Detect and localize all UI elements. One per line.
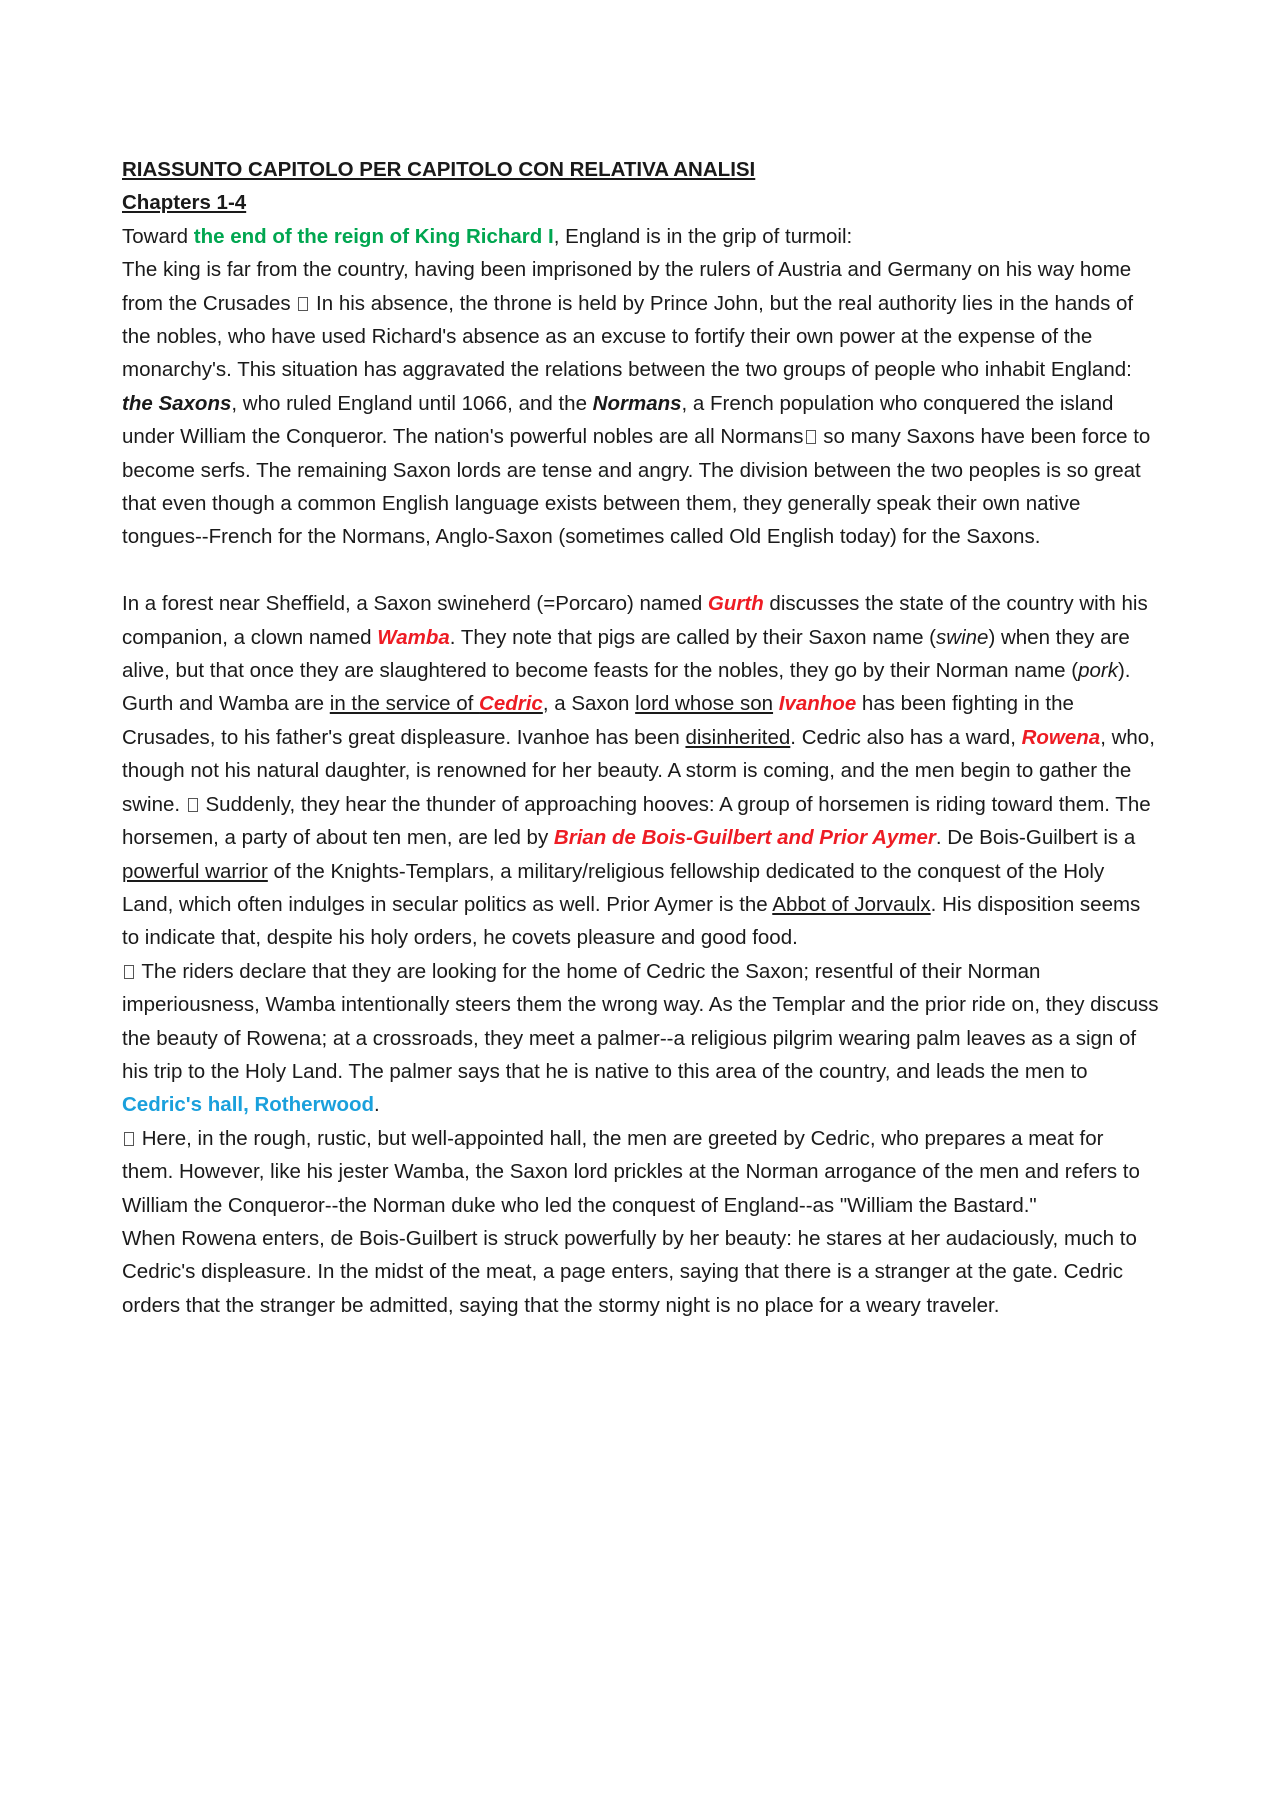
text: in the service of bbox=[329, 692, 480, 716]
text: . bbox=[374, 1093, 380, 1117]
missing-glyph-icon bbox=[806, 430, 816, 444]
name-ivanhoe: Ivanhoe bbox=[778, 692, 857, 716]
text: , a French population who conquered the island under William the Conqueror. The nation's powerful nobles are all Normans bbox=[122, 391, 1114, 449]
text: , England is in the grip of turmoil: bbox=[553, 224, 853, 248]
text: , who ruled England until 1066, and the bbox=[231, 391, 593, 415]
text: . They note that pigs are called by their Saxon name ( bbox=[449, 625, 937, 649]
text: Toward bbox=[122, 224, 194, 248]
text: has been fighting in the Crusades, to his father's great displeasure. Ivanhoe has been bbox=[122, 692, 1074, 749]
name-gurth: Gurth bbox=[707, 592, 764, 616]
text: ) when they are alive, but that once they are slaughtered to become feasts for the nobles, they go by their Norman name ( bbox=[122, 625, 1130, 683]
chapter-heading: Chapters 1-4 bbox=[122, 191, 247, 215]
paragraph-riders bbox=[122, 955, 1160, 1122]
text: . Cedric also has a ward, bbox=[790, 725, 1022, 749]
name-wamba: Wamba bbox=[377, 625, 450, 649]
text: of the Knights-Templars, a military/religious fellowship dedicated to the conquest of the Holy Land, which often indulges in secular politics as well. Prior Aymer is the bbox=[122, 859, 1105, 916]
paragraph-forest bbox=[122, 587, 1160, 954]
paragraph-rowena bbox=[122, 1222, 1160, 1322]
paragraph-gap bbox=[122, 554, 1160, 587]
text: The riders declare that they are looking for the home of Cedric the Saxon; resentful of their Norman imperiousness, Wamba intentionally steers them the wrong way. As the Templar and the prior ride on, they discuss the beauty of Rowena; at a crossroads, they meet a palmer--a religious pilgrim wearing palm leaves as a sign of his trip to the Holy Land. The palmer says that he is native to this area of the country, and leads the men to bbox=[122, 959, 1159, 1083]
word-pork: pork bbox=[1078, 659, 1118, 683]
text: The king is far from the country, having been imprisoned by the rulers of Austria and Germany on his way home from the Crusades bbox=[122, 258, 1132, 315]
text: ). Gurth and Wamba are bbox=[122, 659, 1131, 716]
missing-glyph-icon bbox=[188, 798, 198, 812]
underline-abbot: Abbot of Jorvaulx bbox=[772, 892, 931, 916]
underline-disinherited: disinherited bbox=[685, 725, 791, 749]
text: , who, though not his natural daughter, is renowned for her beauty. A storm is coming, and the men begin to gather the swine. bbox=[122, 725, 1155, 816]
document-title: RIASSUNTO CAPITOLO PER CAPITOLO CON RELATIVA ANALISI bbox=[122, 158, 756, 181]
word-swine: swine bbox=[936, 625, 989, 649]
text: discusses the state of the country with his companion, a clown named bbox=[122, 592, 1148, 649]
term-saxons: the Saxons bbox=[122, 391, 232, 415]
text: Here, in the rough, rustic, but well-appointed hall, the men are greeted by Cedric, who prepares a meat for them. However, like his jester Wamba, the Saxon lord prickles at the Norman arrogance of the men and refers to William the Conqueror--the Norman duke who led the conquest of England--as "William the Bastard." bbox=[122, 1126, 1140, 1217]
name-rowena: Rowena bbox=[1021, 725, 1101, 749]
paragraph-intro bbox=[122, 220, 1160, 554]
missing-glyph-icon bbox=[124, 965, 134, 979]
missing-glyph-icon bbox=[124, 1132, 134, 1146]
highlight-reign: the end of the reign of King Richard I bbox=[193, 224, 554, 248]
underline-warrior: powerful warrior bbox=[122, 859, 268, 883]
text: In his absence, the throne is held by Prince John, but the real authority lies in the hands of the nobles, who have used Richard's absence as an excuse to fortify their own power at the expense of the monarchy's. This situation has aggravated the relations between the two groups of people who inhabit England: bbox=[122, 291, 1134, 382]
term-normans: Normans bbox=[592, 391, 682, 415]
text: . His disposition seems to indicate that, despite his holy orders, he covets pleasure and good food. bbox=[122, 892, 1141, 950]
name-cedric: Cedric bbox=[479, 692, 543, 716]
text: In a forest near Sheffield, a Saxon swineherd (=Porcaro) named bbox=[122, 592, 708, 616]
text: . De Bois-Guilbert is a bbox=[935, 826, 1136, 850]
underline-service bbox=[330, 692, 543, 715]
place-rotherwood: Cedric's hall, Rotherwood bbox=[122, 1093, 375, 1117]
text: , a Saxon bbox=[542, 692, 636, 716]
paragraph-hall bbox=[122, 1122, 1160, 1222]
underline-lord: lord whose son bbox=[635, 692, 774, 716]
text: so many Saxons have been force to become serfs. The remaining Saxon lords are tense and angry. The division between the two peoples is so great that even though a common English language exists between them, they generally speak their own native tongues--French for the Normans, Anglo-Saxon (sometimes called Old English today) for the Saxons. bbox=[122, 425, 1151, 549]
text: When Rowena enters, de Bois-Guilbert is struck powerfully by her beauty: he stares at her audaciously, much to Cedric's displeasure. In the midst of the meat, a page enters, saying that there is a stranger at the gate. Cedric orders that the stranger be admitted, saying that the stormy night is no place for a weary traveler. bbox=[122, 1226, 1137, 1317]
name-brian-aymer: Brian de Bois-Guilbert and Prior Aymer bbox=[553, 826, 936, 850]
missing-glyph-icon bbox=[298, 297, 308, 311]
text: Suddenly, they hear the thunder of approaching hooves: A group of horsemen is riding toward them. The horsemen, a party of about ten men, are led by bbox=[122, 792, 1151, 850]
